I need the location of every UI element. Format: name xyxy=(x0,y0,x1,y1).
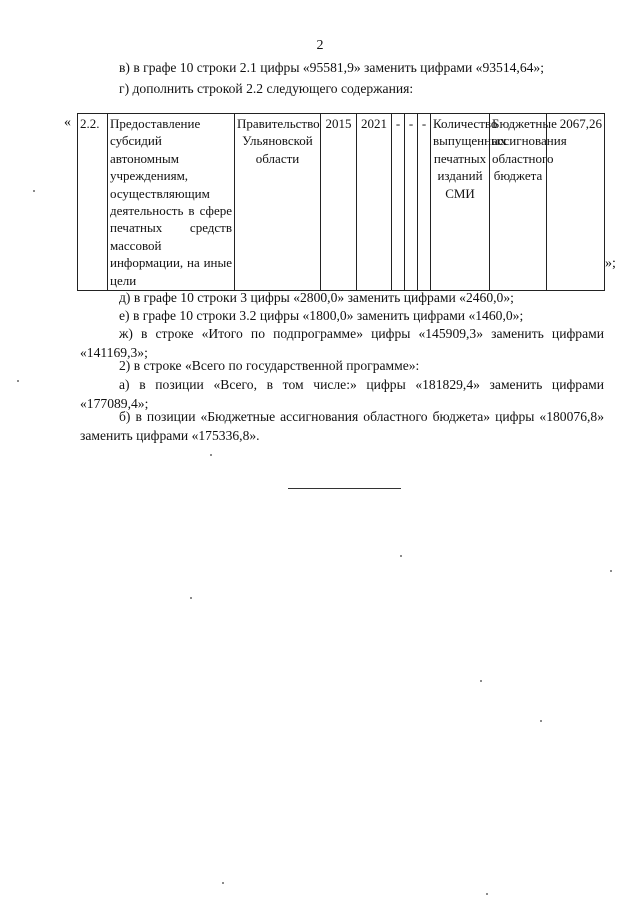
paragraph-d: д) в графе 10 строки 3 цифры «2800,0» заменить цифрами «2460,0»; xyxy=(119,290,514,305)
paragraph-item-2: 2) в строке «Всего по государственной программе»: xyxy=(119,358,420,373)
paragraph-a: а) в позиции «Всего, в том числе:» цифры «181829,4» заменить цифрами «177089,4»; xyxy=(80,377,604,411)
cell-dash-2: - xyxy=(405,114,418,291)
page-number: 2 xyxy=(316,38,324,53)
cell-indicator: Количество выпущенных печатных изданий СМИ xyxy=(431,114,490,291)
scan-speck xyxy=(610,570,612,572)
scan-speck xyxy=(210,454,212,456)
inserted-row-table xyxy=(77,113,605,291)
cell-year-start: 2015 xyxy=(321,114,357,291)
scan-speck xyxy=(33,190,35,192)
scan-speck xyxy=(480,680,482,682)
paragraph-v: в) в графе 10 строки 2.1 цифры «95581,9» заменить цифрами «93514,64»; xyxy=(119,60,544,75)
cell-measure-name: Предоставление субсидий автономным учреждениям, осуществляющим деятельность в сфере печатных средств массовой информации, на иные цели xyxy=(108,114,235,291)
cell-number: 2.2. xyxy=(78,114,108,291)
opening-quote: « xyxy=(64,115,71,130)
scan-speck xyxy=(486,893,488,895)
closing-quote: »; xyxy=(605,256,616,271)
cell-funding-source: Бюджетные ассигнования областного бюджета xyxy=(490,114,547,291)
scan-speck xyxy=(190,597,192,599)
paragraph-zh: ж) в строке «Итого по подпрограмме» цифры «145909,3» заменить цифрами «141169,3»; xyxy=(80,326,604,360)
paragraph-e: е) в графе 10 строки 3.2 цифры «1800,0» заменить цифрами «1460,0»; xyxy=(119,308,524,323)
cell-responsible: Правительство Ульяновской области xyxy=(235,114,321,291)
cell-amount: 2067,26 xyxy=(547,114,605,291)
scan-speck xyxy=(540,720,542,722)
scan-speck xyxy=(400,555,402,557)
cell-dash-3: - xyxy=(418,114,431,291)
scan-speck xyxy=(17,380,19,382)
end-separator-line xyxy=(288,488,401,489)
cell-dash-1: - xyxy=(392,114,405,291)
paragraph-g: г) дополнить строкой 2.2 следующего содержания: xyxy=(119,81,414,96)
table-row xyxy=(78,114,605,291)
paragraph-b: б) в позиции «Бюджетные ассигнования областного бюджета» цифры «180076,8» заменить цифрами «175336,8». xyxy=(80,409,604,443)
scan-speck xyxy=(222,882,224,884)
cell-year-end: 2021 xyxy=(357,114,392,291)
